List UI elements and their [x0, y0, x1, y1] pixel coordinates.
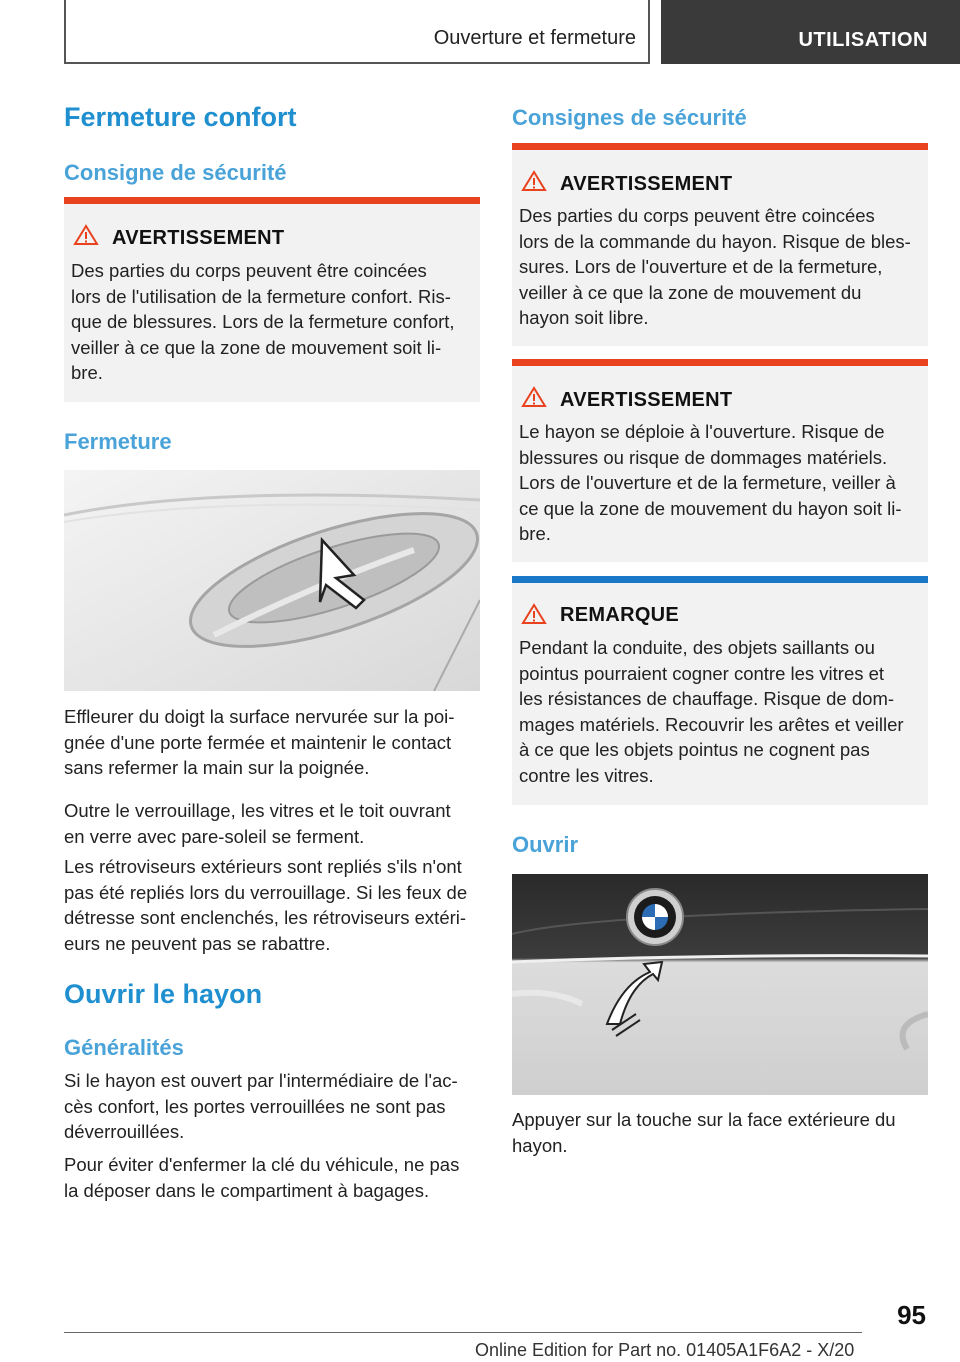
notice-text: Pendant la conduite, des objets saillants ou pointus pourraient cogner contre les vitres et les résistances de chauffage. Risque de dom‐ mages matériels. Recouvrir les arêtes et veiller à ce que les objets pointus ne cognent pas contre les vitres. — [519, 637, 904, 786]
general-paragraph-2: Pour éviter d'enfermer la clé du véhicule, ne pas la déposer dans le compartiment à bagages. — [64, 1154, 460, 1201]
notice-box — [512, 576, 928, 805]
footer-divider — [64, 1332, 862, 1333]
warning-bar — [512, 143, 928, 150]
warning-box — [512, 359, 928, 562]
header-section-tab — [64, 0, 650, 64]
warning-label: AVERTISSEMENT — [560, 173, 733, 195]
warning-text: Des parties du corps peuvent être coincées lors de la commande du hayon. Risque de bles‐ sures. Lors de l'ouverture et de la fermeture, veiller à ce que la zone de mouvement du hayon soit libre. — [519, 205, 911, 328]
closing-paragraph-2: Outre le verrouillage, les vitres et le toit ouvrant en verre avec pare-soleil se ferment. — [64, 800, 451, 847]
door-handle-illustration — [64, 470, 480, 691]
warning-triangle-icon — [521, 386, 547, 408]
safety-heading-right: Consignes de sécurité — [512, 105, 747, 130]
warning-box — [64, 197, 480, 402]
header-chapter-tab — [661, 0, 960, 64]
chapter-title: UTILISATION — [798, 29, 928, 51]
notice-triangle-icon — [521, 603, 547, 625]
open-paragraph: Appuyer sur la touche sur la face extérieure du hayon. — [512, 1109, 896, 1156]
warning-triangle-icon — [73, 224, 99, 246]
notice-bar — [512, 576, 928, 583]
notice-label: REMARQUE — [560, 604, 680, 626]
open-heading: Ouvrir — [512, 832, 579, 857]
section-heading-comfort-closing: Fermeture confort — [64, 102, 297, 132]
warning-bar — [512, 359, 928, 366]
section-title: Ouverture et fermeture — [433, 27, 636, 49]
closing-paragraph-3: Les rétroviseurs extérieurs sont repliés s'ils n'ont pas été repliés lors du verrouillage. Si les feux de détresse sont enclenchés, les rétroviseurs extéri‐ eurs ne peuvent pas se rabattre. — [64, 856, 468, 954]
warning-label: AVERTISSEMENT — [560, 389, 733, 411]
warning-triangle-icon — [521, 170, 547, 192]
section-heading-open-tailgate: Ouvrir le hayon — [64, 979, 263, 1009]
tailgate-button-illustration — [512, 874, 928, 1095]
warning-text: Des parties du corps peuvent être coincées lors de l'utilisation de la fermeture confort. Ris‐ que de blessures. Lors de la fermeture confort, veiller à ce que la zone de mouvement soit li‐ bre. — [71, 260, 455, 383]
warning-box — [512, 143, 928, 346]
closing-heading: Fermeture — [64, 429, 172, 454]
closing-paragraph-1: Effleurer du doigt la surface nervurée sur la poi‐ gnée d'une porte fermée et maintenir le contact sans refermer la main sur la poignée. — [64, 706, 455, 778]
safety-heading: Consigne de sécurité — [64, 160, 287, 185]
warning-label: AVERTISSEMENT — [112, 227, 285, 249]
general-heading: Généralités — [64, 1035, 184, 1060]
warning-text: Le hayon se déploie à l'ouverture. Risque de blessures ou risque de dommages matériels. Lors de l'ouverture et de la fermeture, veiller à ce que la zone de mouvement du hayon soit li‐ bre. — [519, 421, 902, 544]
warning-bar — [64, 197, 480, 204]
edition-note: Online Edition for Part no. 01405A1F6A2 - X/20 — [475, 1340, 855, 1360]
page-number: 95 — [897, 1300, 926, 1330]
general-paragraph-1: Si le hayon est ouvert par l'intermédiaire de l'ac‐ cès confort, les portes verrouillées ne sont pas déverrouillées. — [64, 1070, 458, 1142]
